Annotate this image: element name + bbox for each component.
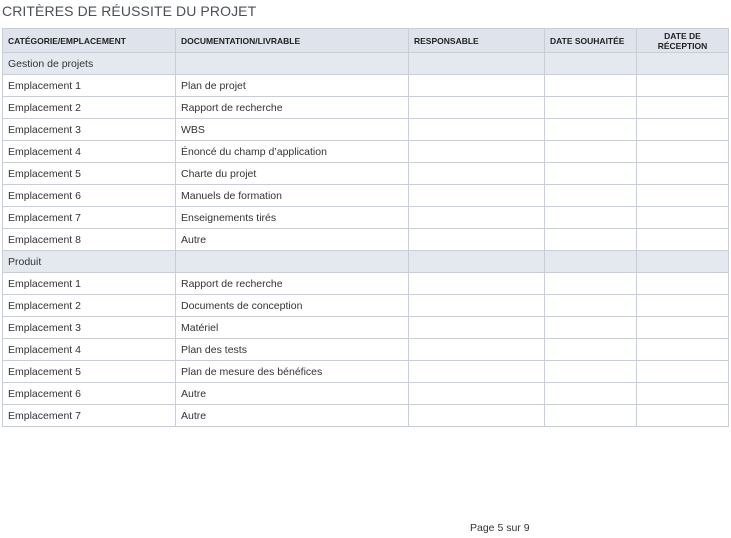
reception-date-cell	[637, 405, 729, 427]
responsible-cell	[409, 339, 545, 361]
location-cell: Emplacement 1	[3, 273, 176, 295]
deliverable-cell: Matériel	[176, 317, 409, 339]
responsible-cell	[409, 75, 545, 97]
desired-date-cell	[545, 317, 637, 339]
desired-date-cell	[545, 405, 637, 427]
deliverable-cell: Autre	[176, 405, 409, 427]
desired-date-cell	[545, 141, 637, 163]
responsible-cell	[409, 185, 545, 207]
desired-date-cell	[545, 383, 637, 405]
reception-date-cell	[637, 229, 729, 251]
reception-date-cell	[637, 383, 729, 405]
header-documentation: DOCUMENTATION/LIVRABLE	[176, 29, 409, 53]
desired-date-cell	[545, 97, 637, 119]
section-empty-cell	[637, 251, 729, 273]
table-row	[3, 207, 729, 229]
section-row	[3, 251, 729, 273]
desired-date-cell	[545, 229, 637, 251]
table-row	[3, 185, 729, 207]
deliverable-cell: Manuels de formation	[176, 185, 409, 207]
header-reception-date	[637, 29, 729, 53]
location-cell: Emplacement 5	[3, 163, 176, 185]
location-cell: Emplacement 5	[3, 361, 176, 383]
reception-date-cell	[637, 119, 729, 141]
table-row	[3, 295, 729, 317]
header-reception-date-line2: RÉCEPTION	[657, 40, 708, 51]
deliverable-cell: Énoncé du champ d’application	[176, 141, 409, 163]
location-cell: Emplacement 1	[3, 75, 176, 97]
location-cell: Emplacement 6	[3, 185, 176, 207]
responsible-cell	[409, 163, 545, 185]
table-row	[3, 163, 729, 185]
table-row	[3, 317, 729, 339]
location-cell: Emplacement 2	[3, 295, 176, 317]
responsible-cell	[409, 273, 545, 295]
deliverable-cell: Autre	[176, 383, 409, 405]
location-cell: Emplacement 7	[3, 405, 176, 427]
table-row	[3, 383, 729, 405]
location-cell: Emplacement 8	[3, 229, 176, 251]
table-row	[3, 119, 729, 141]
section-empty-cell	[176, 251, 409, 273]
desired-date-cell	[545, 163, 637, 185]
desired-date-cell	[545, 273, 637, 295]
section-empty-cell	[637, 53, 729, 75]
deliverable-cell: Autre	[176, 229, 409, 251]
location-cell: Emplacement 3	[3, 317, 176, 339]
responsible-cell	[409, 317, 545, 339]
deliverable-cell: Charte du projet	[176, 163, 409, 185]
reception-date-cell	[637, 361, 729, 383]
table-row	[3, 97, 729, 119]
reception-date-cell	[637, 75, 729, 97]
reception-date-cell	[637, 295, 729, 317]
table-row	[3, 339, 729, 361]
table-row	[3, 361, 729, 383]
section-label: Gestion de projets	[3, 53, 176, 75]
deliverable-cell: Plan des tests	[176, 339, 409, 361]
desired-date-cell	[545, 207, 637, 229]
desired-date-cell	[545, 361, 637, 383]
responsible-cell	[409, 295, 545, 317]
location-cell: Emplacement 3	[3, 119, 176, 141]
section-label: Produit	[3, 251, 176, 273]
header-responsible: RESPONSABLE	[409, 29, 545, 53]
location-cell: Emplacement 6	[3, 383, 176, 405]
desired-date-cell	[545, 339, 637, 361]
success-criteria-table	[2, 28, 729, 427]
section-empty-cell	[545, 251, 637, 273]
desired-date-cell	[545, 119, 637, 141]
responsible-cell	[409, 383, 545, 405]
deliverable-cell: Rapport de recherche	[176, 97, 409, 119]
responsible-cell	[409, 97, 545, 119]
section-empty-cell	[409, 53, 545, 75]
location-cell: Emplacement 4	[3, 339, 176, 361]
table-header-row	[3, 29, 729, 53]
section-empty-cell	[176, 53, 409, 75]
page-title: CRITÈRES DE RÉUSSITE DU PROJET	[2, 3, 257, 19]
deliverable-cell: Documents de conception	[176, 295, 409, 317]
location-cell: Emplacement 7	[3, 207, 176, 229]
responsible-cell	[409, 229, 545, 251]
reception-date-cell	[637, 207, 729, 229]
table-row	[3, 75, 729, 97]
table-body	[3, 53, 729, 427]
location-cell: Emplacement 4	[3, 141, 176, 163]
header-desired-date: DATE SOUHAITÉE	[545, 29, 637, 53]
deliverable-cell: Plan de mesure des bénéfices	[176, 361, 409, 383]
table-row	[3, 141, 729, 163]
reception-date-cell	[637, 185, 729, 207]
reception-date-cell	[637, 273, 729, 295]
reception-date-cell	[637, 317, 729, 339]
reception-date-cell	[637, 339, 729, 361]
header-reception-date-line1: DATE DE	[664, 30, 701, 41]
page-number: Page 5 sur 9	[470, 522, 530, 534]
section-row	[3, 53, 729, 75]
table-row	[3, 229, 729, 251]
deliverable-cell: Plan de projet	[176, 75, 409, 97]
desired-date-cell	[545, 75, 637, 97]
desired-date-cell	[545, 185, 637, 207]
responsible-cell	[409, 361, 545, 383]
deliverable-cell: Rapport de recherche	[176, 273, 409, 295]
responsible-cell	[409, 405, 545, 427]
header-category: CATÉGORIE/EMPLACEMENT	[3, 29, 176, 53]
responsible-cell	[409, 207, 545, 229]
section-empty-cell	[409, 251, 545, 273]
section-empty-cell	[545, 53, 637, 75]
reception-date-cell	[637, 141, 729, 163]
deliverable-cell: Enseignements tirés	[176, 207, 409, 229]
table-row	[3, 273, 729, 295]
reception-date-cell	[637, 97, 729, 119]
responsible-cell	[409, 141, 545, 163]
desired-date-cell	[545, 295, 637, 317]
deliverable-cell: WBS	[176, 119, 409, 141]
table-row	[3, 405, 729, 427]
reception-date-cell	[637, 163, 729, 185]
responsible-cell	[409, 119, 545, 141]
location-cell: Emplacement 2	[3, 97, 176, 119]
